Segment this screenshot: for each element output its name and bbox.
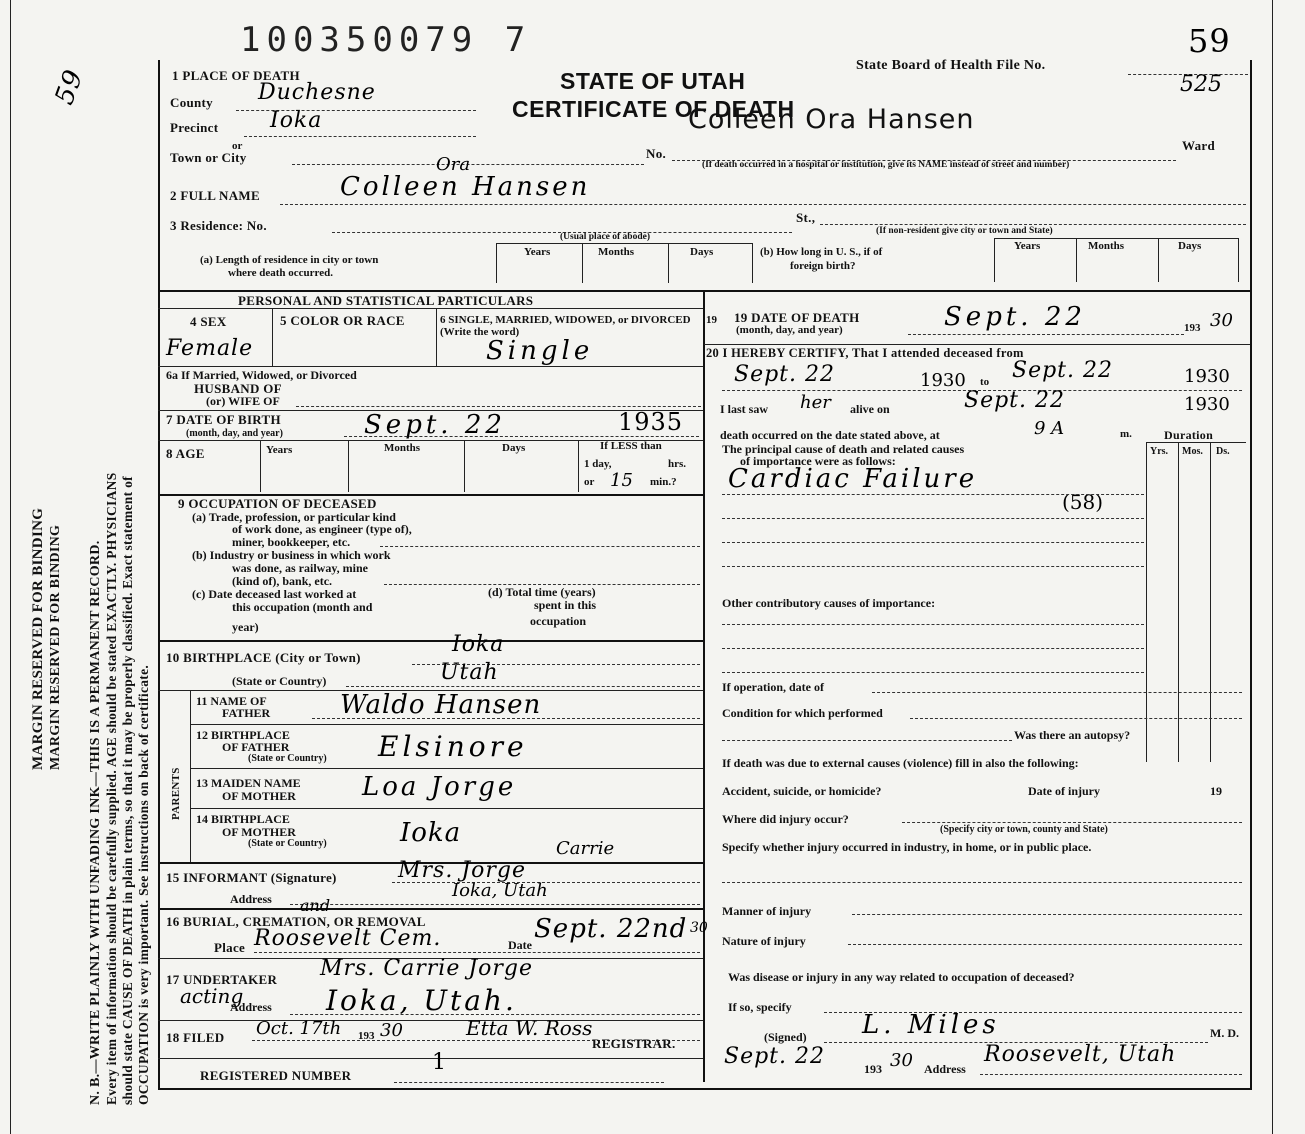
registered-number-line bbox=[394, 1082, 664, 1083]
nature-label: Nature of injury bbox=[722, 934, 806, 948]
father-birthplace-value: Elsinore bbox=[378, 730, 528, 763]
cause-code-value: (58) bbox=[1062, 490, 1104, 514]
sex-color-divider bbox=[272, 308, 273, 366]
occupation-c-1: (c) Date deceased last worked at bbox=[192, 587, 357, 601]
father-name-line bbox=[312, 718, 700, 719]
registered-number-value: 1 bbox=[432, 1050, 447, 1075]
birthplace-state-label: (State or Country) bbox=[232, 674, 327, 688]
us-days-header: Days bbox=[1178, 240, 1202, 252]
instructions-line-1: N. B.—WRITE PLAINLY WITH UNFADING INK—THIS IS A PERMANENT RECORD. bbox=[88, 540, 103, 1105]
row-9-bottom bbox=[158, 640, 703, 642]
dob-sublabel: (month, day, and year) bbox=[186, 428, 283, 439]
place-of-death-heading: 1 PLACE OF DEATH bbox=[172, 68, 300, 83]
attended-to-value: Sept. 22 bbox=[1012, 358, 1113, 383]
street-number-label: No. bbox=[646, 146, 667, 161]
signature-date-value: Sept. 22 bbox=[724, 1044, 825, 1069]
row-18-bottom bbox=[158, 1058, 703, 1059]
to-label: to bbox=[980, 376, 990, 388]
specify-injury-label: Specify whether injury occurred in industry, in home, or in public place. bbox=[722, 840, 1092, 854]
marital-value: Single bbox=[486, 336, 594, 366]
registrar-value: Etta W. Ross bbox=[466, 1016, 593, 1040]
undertaker-address-label: Address bbox=[230, 1000, 272, 1014]
where-injury-label: Where did injury occur? bbox=[722, 812, 849, 826]
operation-line bbox=[872, 692, 1242, 693]
cause-line-4 bbox=[722, 566, 1144, 567]
physician-address-value: Roosevelt, Utah bbox=[984, 1042, 1177, 1067]
res-months-header: Months bbox=[598, 246, 635, 258]
injury-year-label: 19 bbox=[1210, 784, 1222, 798]
last-saw-label: I last saw bbox=[720, 402, 769, 416]
row-4-bottom bbox=[158, 366, 703, 367]
frame-right-border bbox=[1250, 60, 1252, 1090]
birthplace-city-value: Ioka bbox=[452, 632, 505, 657]
occupation-a-3: miner, bookkeeper, etc. bbox=[232, 535, 351, 549]
res-col-2 bbox=[582, 243, 583, 283]
file-number-label: State Board of Health File No. bbox=[856, 58, 1046, 73]
corner-handwritten-mark: 59 bbox=[49, 65, 90, 109]
occupation-heading: 9 OCCUPATION OF DECEASED bbox=[178, 496, 377, 511]
burial-place-value: Roosevelt Cem. bbox=[254, 926, 442, 951]
registrar-label: REGISTRAR. bbox=[592, 1036, 676, 1051]
usual-abode-note: (Usual place of abode) bbox=[560, 232, 650, 242]
filed-label: 18 FILED bbox=[166, 1030, 225, 1045]
birthplace-state-value: Utah bbox=[440, 660, 499, 685]
physician-signature: L. Miles bbox=[862, 1010, 1000, 1040]
md-label: M. D. bbox=[1210, 1026, 1239, 1040]
burial-label: 16 BURIAL, CREMATION, OR REMOVAL bbox=[166, 914, 426, 929]
cause-line-2 bbox=[722, 518, 1144, 519]
age-days-header: Days bbox=[502, 442, 526, 454]
other-line-3 bbox=[722, 672, 1144, 673]
certificate-stamp-number: 100350079 7 bbox=[240, 20, 532, 60]
filed-year-value: 30 bbox=[380, 1020, 403, 1041]
other-causes-label: Other contributory causes of importance: bbox=[722, 596, 936, 610]
row-15-bottom bbox=[158, 908, 703, 910]
frame-left-border bbox=[158, 60, 160, 1090]
age-label: 8 AGE bbox=[166, 446, 205, 461]
burial-date-value: Sept. 22nd bbox=[534, 914, 688, 944]
res-years-header: Years bbox=[524, 246, 551, 258]
occupation-c-2: this occupation (month and bbox=[232, 600, 373, 614]
other-line-1 bbox=[722, 624, 1144, 625]
cause-label-1: The principal cause of death and related causes bbox=[722, 442, 965, 456]
us-col-4 bbox=[1238, 238, 1239, 282]
undertaker-label: 17 UNDERTAKER bbox=[166, 972, 278, 987]
last-saw-value: her bbox=[800, 392, 831, 413]
physician-address-label: Address bbox=[924, 1062, 966, 1076]
where-injury-line bbox=[902, 822, 1242, 823]
residence-label: 3 Residence: No. bbox=[170, 218, 267, 233]
page-number: 59 bbox=[1188, 22, 1231, 60]
street-label: St., bbox=[796, 210, 816, 225]
occupation-a-2: of work done, as engineer (type of), bbox=[232, 522, 412, 536]
attended-from-value: Sept. 22 bbox=[734, 362, 835, 387]
duration-col-2 bbox=[1178, 442, 1179, 762]
manner-label: Manner of injury bbox=[722, 904, 812, 918]
informant-value: Mrs. Jorge bbox=[398, 858, 527, 883]
informant-insert: Carrie bbox=[556, 838, 615, 859]
father-name-value: Waldo Hansen bbox=[340, 690, 542, 720]
dod-line bbox=[908, 334, 1184, 335]
dod-label: 19 DATE OF DEATH bbox=[734, 310, 860, 325]
full-name-line bbox=[280, 204, 1246, 205]
marital-label: 6 SINGLE, MARRIED, WIDOWED, or DIVORCED (Write the word) bbox=[440, 314, 691, 338]
age-col-2 bbox=[348, 440, 349, 492]
middle-name-insert: Ora bbox=[436, 154, 471, 175]
attended-from-year: 1930 bbox=[920, 370, 966, 391]
birthplace-state-line bbox=[346, 686, 700, 687]
accident-label: Accident, suicide, or homicide? bbox=[722, 784, 882, 798]
mother-name-value: Loa Jorge bbox=[362, 772, 517, 802]
burial-line bbox=[254, 952, 700, 953]
minutes-value: 15 bbox=[610, 470, 633, 491]
duration-col-3 bbox=[1210, 442, 1211, 762]
residence-box-top bbox=[496, 243, 752, 244]
occupation-d-3: occupation bbox=[530, 614, 587, 628]
binding-margin-label: MARGIN RESERVED FOR BINDING bbox=[30, 507, 46, 770]
spouse-label-3: (or) WIFE OF bbox=[206, 394, 280, 408]
death-occurred-label: death occurred on the date stated above, at bbox=[720, 428, 940, 442]
alive-on-label: alive on bbox=[850, 402, 890, 416]
occupation-c-3: year) bbox=[232, 620, 259, 634]
nonresident-note: (If non-resident give city or town and State) bbox=[876, 226, 1053, 236]
age-col-3 bbox=[464, 440, 465, 492]
undertaker-acting: acting bbox=[180, 984, 244, 1008]
one-day-label: 1 day, bbox=[584, 458, 612, 470]
color-race-label: 5 COLOR OR RACE bbox=[280, 313, 405, 328]
burial-place-label: Place bbox=[214, 940, 246, 955]
nature-line bbox=[848, 944, 1242, 945]
center-divider bbox=[703, 292, 705, 1082]
duration-top bbox=[1146, 442, 1246, 443]
occupation-a-line bbox=[380, 546, 700, 547]
occupation-b-3: (kind of), bank, etc. bbox=[232, 574, 333, 588]
us-residence-label: (b) How long in U. S., if of bbox=[760, 246, 883, 258]
spouse-line bbox=[296, 406, 701, 407]
dod-value: Sept. 22 bbox=[944, 302, 1086, 332]
certificate-title: CERTIFICATE OF DEATH bbox=[512, 96, 795, 122]
personal-particulars-heading: PERSONAL AND STATISTICAL PARTICULARS bbox=[238, 293, 534, 308]
duration-col-1 bbox=[1146, 442, 1147, 762]
dob-value: Sept. 22 bbox=[364, 410, 506, 440]
dod-sublabel: (month, day, and year) bbox=[736, 324, 843, 336]
dob-label: 7 DATE OF BIRTH bbox=[166, 412, 281, 427]
occupation-b-2: was done, as railway, mine bbox=[232, 561, 369, 575]
manner-line bbox=[852, 914, 1242, 915]
row-11-bottom bbox=[190, 724, 703, 725]
precinct-line bbox=[244, 136, 476, 137]
occupation-d-1: (d) Total time (years) bbox=[488, 585, 596, 599]
cause-line-1 bbox=[722, 494, 1144, 495]
mother-name-label-1: 13 MAIDEN NAME bbox=[196, 776, 301, 790]
signature-year: 30 bbox=[890, 1050, 913, 1071]
mother-birthplace-value: Ioka bbox=[400, 818, 462, 848]
instructions-line-4: OCCUPATION is very important. See instructions on back of certificate. bbox=[136, 664, 151, 1105]
instructions-line-2: Every item of information should be carefully supplied. AGE should be stated EXACTLY. PHYSICIANS bbox=[104, 472, 119, 1105]
occupation-d-2: spent in this bbox=[534, 598, 597, 612]
where-injury-note: (Specify city or town, county and State) bbox=[940, 824, 1108, 835]
us-box-top bbox=[994, 238, 1238, 239]
mother-birthplace-label-3: (State or Country) bbox=[248, 838, 327, 849]
res-col-1 bbox=[496, 243, 497, 283]
autopsy-label: Was there an autopsy? bbox=[1014, 728, 1131, 742]
or-label: or bbox=[232, 140, 243, 152]
town-label: Town or City bbox=[170, 150, 247, 165]
dob-line bbox=[344, 436, 699, 437]
us-col-3 bbox=[1158, 238, 1159, 282]
row-13-bottom bbox=[190, 808, 703, 809]
dob-year: 1935 bbox=[618, 408, 684, 436]
if-so-label: If so, specify bbox=[728, 1000, 792, 1014]
cause-label-2: of importance were as follows: bbox=[740, 454, 896, 468]
mother-birthplace-label-2: OF MOTHER bbox=[222, 825, 296, 839]
mother-name-label-2: OF MOTHER bbox=[222, 789, 296, 803]
informant-label: 15 INFORMANT (Signature) bbox=[166, 870, 337, 885]
us-residence-label-2: foreign birth? bbox=[790, 260, 856, 272]
spouse-label-2: HUSBAND OF bbox=[194, 381, 282, 396]
state-title: STATE OF UTAH bbox=[560, 68, 746, 94]
instructions-line-3: should state CAUSE OF DEATH in plain terms, so that it may be properly classified. Exact statement of bbox=[120, 476, 135, 1105]
age-years-header: Years bbox=[266, 444, 293, 456]
street-line bbox=[820, 224, 1246, 225]
page-right-edge bbox=[1272, 0, 1273, 1134]
spouse-label-1: 6a If Married, Widowed, or Divorced bbox=[166, 368, 357, 382]
duration-mos-header: Mos. bbox=[1182, 446, 1203, 457]
typed-deceased-name: Colleen Ora Hansen bbox=[688, 104, 975, 135]
informant-address-label: Address bbox=[230, 892, 272, 906]
county-value: Duchesne bbox=[258, 80, 376, 105]
occupation-b-1: (b) Industry or business in which work bbox=[192, 548, 391, 562]
injury-date-label: Date of injury bbox=[1028, 784, 1100, 798]
precinct-value: Ioka bbox=[270, 108, 323, 133]
us-col-1 bbox=[994, 238, 995, 282]
signed-label: (Signed) bbox=[764, 1030, 807, 1044]
duration-yrs-header: Yrs. bbox=[1150, 446, 1169, 457]
page-left-edge bbox=[10, 0, 11, 1134]
duration-ds-header: Ds. bbox=[1216, 446, 1230, 457]
dod-year: 30 bbox=[1210, 310, 1233, 331]
hours-label: hrs. bbox=[668, 458, 687, 470]
sex-label: 4 SEX bbox=[190, 314, 227, 329]
other-line-2 bbox=[722, 648, 1144, 649]
certify-statement: 20 I HEREBY CERTIFY, That I attended deceased from bbox=[706, 346, 1024, 360]
binding-margin-label-2: MARGIN RESERVED FOR BINDING bbox=[48, 524, 63, 770]
occupation-related-label: Was disease or injury in any way related to occupation of deceased? bbox=[728, 970, 1075, 984]
dod-row-number: 19 bbox=[706, 314, 717, 326]
filed-date-value: Oct. 17th bbox=[256, 1018, 342, 1039]
length-residence-label: (a) Length of residence in city or town bbox=[200, 254, 379, 266]
us-col-2 bbox=[1076, 238, 1077, 282]
death-time-value: 9 A bbox=[1034, 418, 1065, 439]
father-birthplace-label-2: OF FATHER bbox=[222, 740, 290, 754]
undertaker-address-value: Ioka, Utah. bbox=[326, 984, 517, 1017]
physician-address-line bbox=[980, 1074, 1242, 1075]
age-col-4 bbox=[578, 440, 579, 492]
occupation-a-1: (a) Trade, profession, or particular kind bbox=[192, 510, 396, 524]
hospital-note: (If death occurred in a hospital or institution, give its NAME instead of street and number) bbox=[702, 160, 1070, 170]
filed-year-prefix: 193 bbox=[358, 1030, 375, 1042]
attended-to-year: 1930 bbox=[1184, 366, 1230, 387]
burial-date-label: Date bbox=[508, 938, 532, 952]
informant-address-value: Ioka, Utah bbox=[452, 880, 548, 901]
parents-side-label: PARENTS bbox=[170, 767, 182, 820]
length-residence-label-2: where death occurred. bbox=[228, 267, 333, 279]
full-name-value: Colleen Hansen bbox=[340, 172, 591, 202]
row-17-bottom bbox=[158, 1020, 703, 1021]
external-causes-label: If death was due to external causes (violence) fill in also the following: bbox=[722, 756, 1079, 770]
burial-and-mark: and bbox=[300, 896, 331, 915]
precinct-label: Precinct bbox=[170, 120, 219, 135]
us-years-header: Years bbox=[1014, 240, 1041, 252]
ward-label: Ward bbox=[1182, 138, 1215, 153]
specify-line-1 bbox=[722, 882, 1242, 883]
registered-number-label: REGISTERED NUMBER bbox=[200, 1068, 352, 1083]
row-12-bottom bbox=[190, 768, 703, 769]
father-birthplace-label-1: 12 BIRTHPLACE bbox=[196, 728, 290, 742]
alive-on-value: Sept. 22 bbox=[964, 388, 1065, 413]
minutes-label: min.? bbox=[650, 476, 677, 488]
condition-line bbox=[910, 718, 1242, 719]
operation-label: If operation, date of bbox=[722, 680, 824, 694]
sex-value: Female bbox=[166, 336, 254, 361]
frame-bottom bbox=[158, 1088, 1250, 1090]
informant-address-line bbox=[290, 904, 700, 905]
or-minutes-label: or bbox=[584, 476, 595, 488]
burial-date-year: 30 bbox=[690, 920, 708, 936]
dod-bottom bbox=[704, 344, 1250, 345]
file-number-value: 525 bbox=[1180, 72, 1222, 97]
full-name-label: 2 FULL NAME bbox=[170, 188, 260, 203]
father-name-label-1: 11 NAME OF bbox=[196, 694, 267, 708]
autopsy-line bbox=[722, 740, 1012, 741]
us-months-header: Months bbox=[1088, 240, 1125, 252]
undertaker-value: Mrs. Carrie Jorge bbox=[320, 956, 534, 981]
color-marital-divider bbox=[436, 308, 437, 366]
age-col-1 bbox=[260, 440, 261, 492]
parents-side-divider bbox=[190, 690, 191, 862]
personal-heading-rule bbox=[158, 308, 703, 309]
dod-year-prefix: 193 bbox=[1184, 322, 1201, 334]
condition-label: Condition for which performed bbox=[722, 706, 883, 720]
county-label: County bbox=[170, 95, 213, 110]
father-birthplace-label-3: (State or Country) bbox=[248, 753, 327, 764]
father-name-label-2: FATHER bbox=[222, 706, 271, 720]
res-col-4 bbox=[752, 243, 753, 283]
cause-line-3 bbox=[722, 542, 1144, 543]
cause-of-death-value: Cardiac Failure bbox=[728, 464, 978, 494]
time-m-label: m. bbox=[1120, 428, 1132, 440]
res-days-header: Days bbox=[690, 246, 714, 258]
age-months-header: Months bbox=[384, 442, 421, 454]
res-col-3 bbox=[668, 243, 669, 283]
duration-label: Duration bbox=[1164, 428, 1214, 442]
birthplace-label: 10 BIRTHPLACE (City or Town) bbox=[166, 650, 361, 665]
undertaker-line bbox=[290, 1014, 700, 1015]
signature-year-prefix: 193 bbox=[864, 1062, 882, 1076]
less-than-label: If LESS than bbox=[600, 440, 662, 452]
mother-birthplace-label-1: 14 BIRTHPLACE bbox=[196, 812, 290, 826]
alive-on-year: 1930 bbox=[1184, 394, 1230, 415]
